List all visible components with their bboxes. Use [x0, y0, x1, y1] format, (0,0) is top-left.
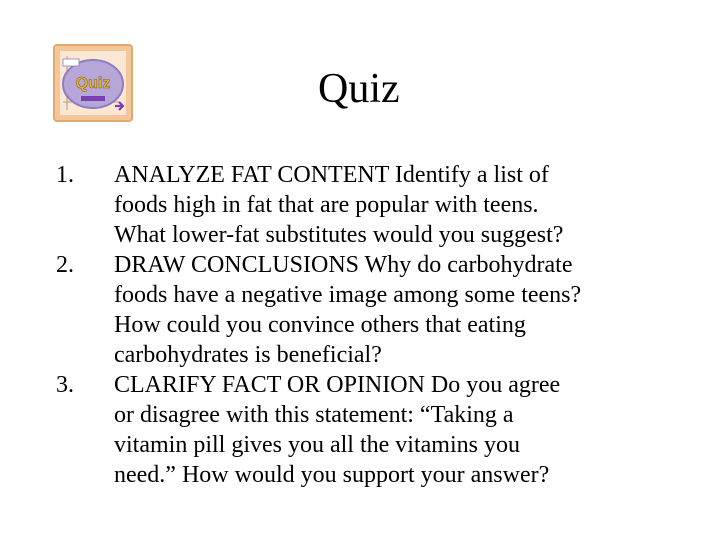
quiz-logo-icon [53, 44, 133, 122]
svg-text:Quiz: Quiz [75, 75, 111, 92]
slide-title: Quiz [318, 66, 400, 112]
question-number: 1. [56, 162, 74, 188]
question-item-3 [56, 370, 696, 490]
question-number: 2. [56, 252, 74, 278]
question-number: 3. [56, 372, 74, 398]
question-list [56, 160, 696, 490]
question-item-1 [56, 160, 696, 250]
question-text: CLARIFY FACT OR OPINION Do you agree or disagree with this statement: “Taking a vitamin pill gives you all the vitamins you need.” How would you support your answer? [114, 372, 561, 488]
question-text: DRAW CONCLUSIONS Why do carbohydrate foods have a negative image among some teens? How could you convince others that eating carbohydrates is beneficial? [114, 252, 582, 368]
question-item-2 [56, 250, 696, 370]
question-text: ANALYZE FAT CONTENT Identify a list of foods high in fat that are popular with teens. What lower-fat substitutes would you suggest? [114, 162, 564, 248]
